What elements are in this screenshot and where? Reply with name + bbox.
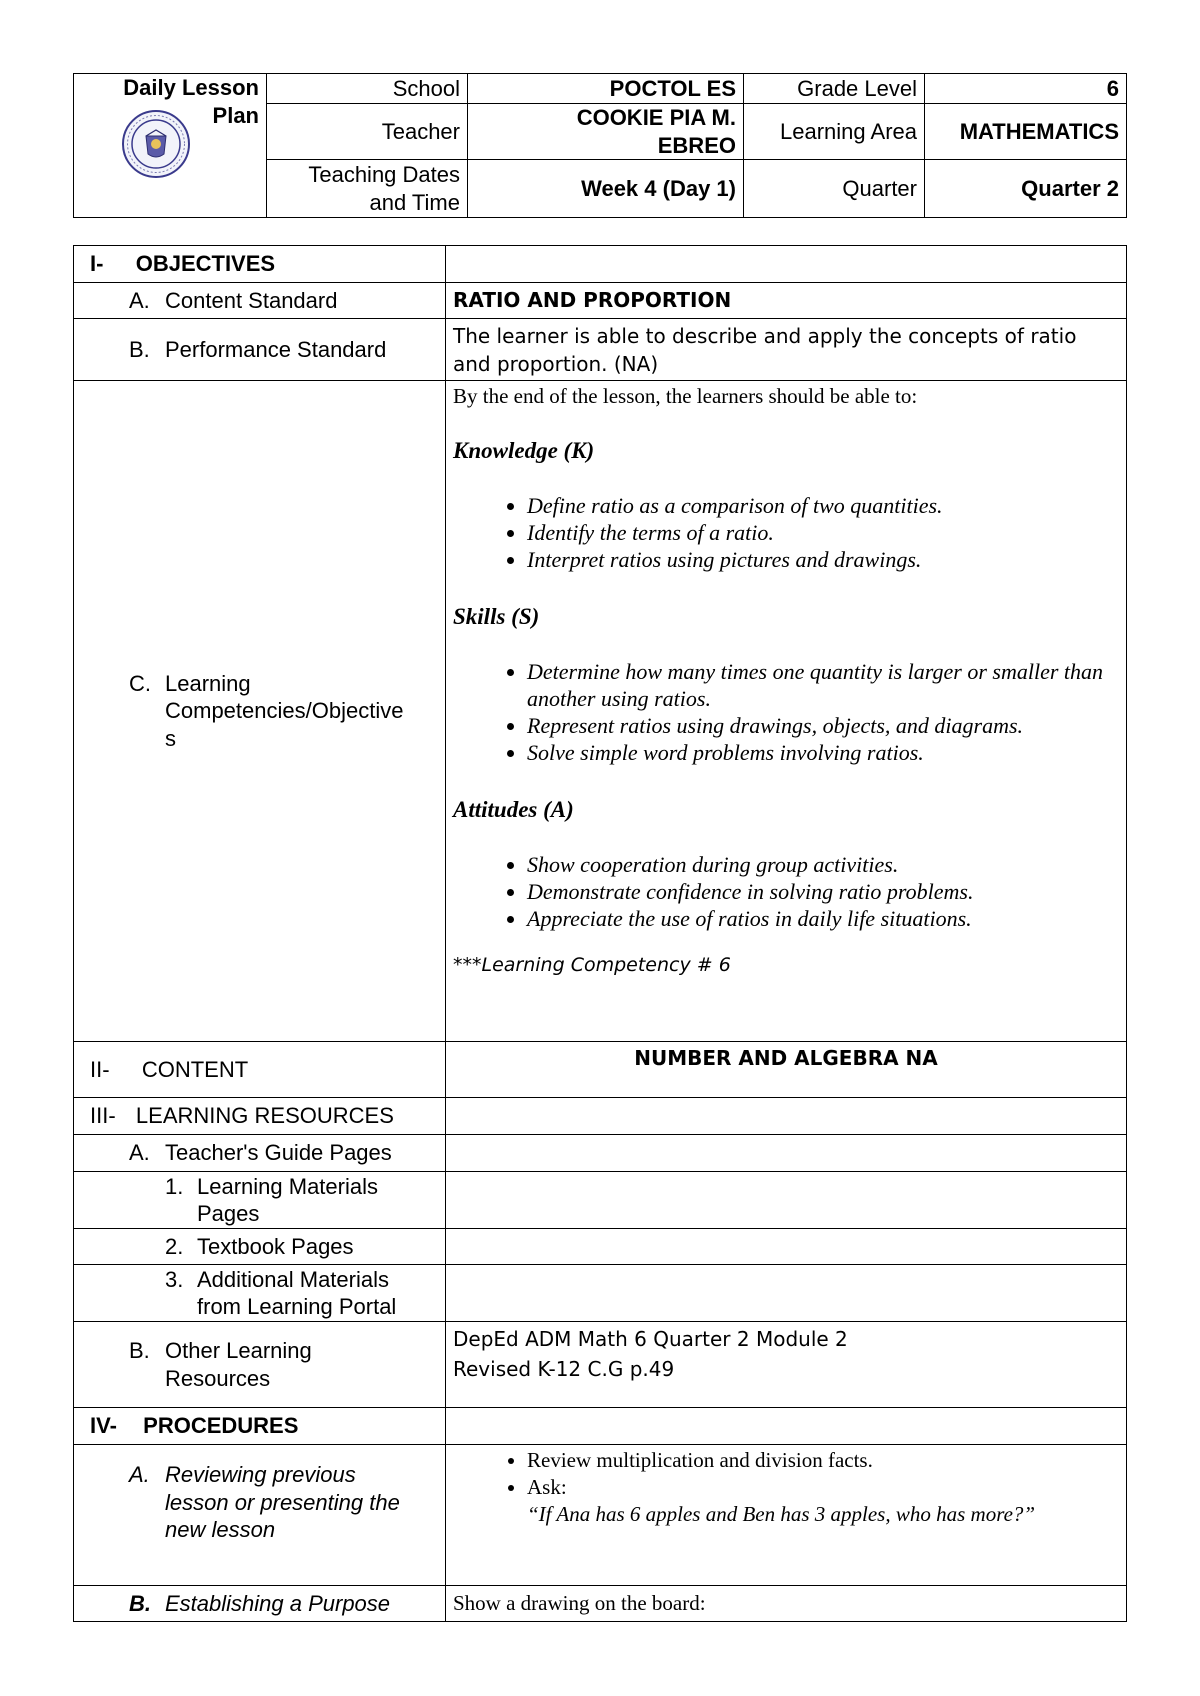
objectives-heading — [74, 246, 446, 283]
competencies-label-cell — [74, 381, 446, 1042]
header-table — [73, 73, 1127, 218]
additional-materials-label-line1: Additional Materials — [197, 1266, 389, 1292]
deped-seal-icon — [120, 108, 192, 180]
textbook-value — [446, 1229, 1127, 1265]
dates-label-line2: and Time — [369, 189, 460, 215]
dlp-title-line1: Daily Lesson — [123, 75, 259, 100]
procedures-heading-text: PROCEDURES — [143, 1413, 299, 1439]
purpose-letter: B. — [129, 1590, 151, 1616]
content-heading — [74, 1042, 446, 1098]
list-item: • Show cooperation during group activities. — [527, 851, 1119, 878]
other-resources-label-line2: Resources — [165, 1365, 271, 1391]
additional-materials-label-cell — [74, 1265, 446, 1322]
school-value: POCTOL ES — [468, 74, 744, 104]
additional-materials-label-line2: from Learning Portal — [197, 1294, 397, 1319]
list-item: • Define ratio as a comparison of two quantities. — [527, 492, 1119, 519]
objectives-intro: By the end of the lesson, the learners should be able to: — [453, 384, 918, 408]
performance-standard-label: Performance Standard — [165, 336, 387, 362]
quarter-label: Quarter — [744, 160, 925, 218]
area-label: Learning Area — [744, 104, 925, 160]
list-item — [527, 1474, 1119, 1528]
objectives-heading-text: OBJECTIVES — [135, 251, 276, 277]
procedures-heading — [74, 1408, 446, 1445]
attitudes-list — [453, 851, 1119, 932]
competencies-content — [446, 381, 1127, 1042]
area-value: MATHEMATICS — [925, 104, 1127, 160]
teachers-guide-letter: A. — [129, 1140, 150, 1166]
procedures-heading-blank — [446, 1408, 1127, 1445]
additional-materials-num: 3. — [165, 1266, 184, 1292]
content-value: NUMBER AND ALGEBRA NA — [446, 1042, 1127, 1098]
quarter-value: Quarter 2 — [925, 160, 1127, 218]
list-item: • Identify the terms of a ratio. — [527, 519, 1119, 546]
objectives-heading-blank — [446, 246, 1127, 283]
grade-label: Grade Level — [744, 74, 925, 104]
list-item: • Solve simple word problems involving ratios. — [527, 739, 1119, 766]
purpose-value: Show a drawing on the board: — [446, 1586, 1127, 1622]
competencies-label-line2: Competencies/Objective — [165, 698, 404, 724]
learning-materials-value — [446, 1172, 1127, 1229]
purpose-label: Establishing a Purpose — [165, 1590, 391, 1616]
resources-heading — [74, 1098, 446, 1135]
dates-label-line1: Teaching Dates — [308, 162, 460, 187]
attitudes-heading: Attitudes (A) — [453, 796, 574, 822]
ask-label: Ask: — [527, 1475, 567, 1499]
reviewing-list — [453, 1447, 1119, 1528]
school-label: School — [267, 74, 468, 104]
list-item: • Represent ratios using drawings, objects, and diagrams. — [527, 712, 1119, 739]
learning-materials-label-line1: Learning Materials — [197, 1173, 378, 1199]
objectives-heading-num: I- — [90, 251, 104, 277]
resources-heading-blank — [446, 1098, 1127, 1135]
procedures-heading-num: IV- — [90, 1413, 117, 1439]
textbook-num: 2. — [165, 1233, 184, 1259]
dates-value: Week 4 (Day 1) — [468, 160, 744, 218]
content-heading-num: II- — [90, 1056, 110, 1082]
reviewing-label-cell — [74, 1445, 446, 1586]
skills-list — [453, 658, 1119, 766]
other-resources-label-line1: Other Learning — [165, 1338, 312, 1363]
competencies-label-line3: s — [165, 725, 176, 751]
competencies-label-line1: Learning — [165, 670, 251, 696]
reviewing-label-line2: lesson or presenting the — [165, 1489, 400, 1515]
teacher-value — [468, 104, 744, 160]
ask-quote: “If Ana has 6 apples and Ben has 3 apples, who has more?” — [527, 1502, 1036, 1526]
additional-materials-value — [446, 1265, 1127, 1322]
content-standard-label-cell — [74, 283, 446, 319]
reviewing-letter: A. — [129, 1462, 150, 1487]
other-resources-label-cell — [74, 1322, 446, 1408]
list-item: • Interpret ratios using pictures and drawings. — [527, 546, 1119, 573]
teacher-label: Teacher — [267, 104, 468, 160]
textbook-label-cell — [74, 1229, 446, 1265]
grade-value: 6 — [925, 74, 1127, 104]
list-item: • Appreciate the use of ratios in daily life situations. — [527, 905, 1119, 932]
reviewing-label-line1: Reviewing previous — [165, 1462, 356, 1487]
reviewing-content — [446, 1445, 1127, 1586]
competencies-letter: C. — [129, 670, 151, 696]
knowledge-heading: Knowledge (K) — [453, 438, 595, 464]
content-heading-text: CONTENT — [141, 1056, 249, 1082]
content-standard-value: RATIO AND PROPORTION — [446, 283, 1127, 319]
textbook-label: Textbook Pages — [197, 1233, 354, 1259]
teachers-guide-value — [446, 1135, 1127, 1172]
other-resources-value-line2: Revised K-12 C.G p.49 — [453, 1357, 675, 1381]
performance-standard-label-cell — [74, 319, 446, 381]
teacher-value-line1: COOKIE PIA M. — [576, 105, 736, 130]
other-resources-value — [446, 1322, 1127, 1408]
learning-materials-label-cell — [74, 1172, 446, 1229]
learning-materials-label-line2: Pages — [197, 1201, 260, 1226]
knowledge-list — [453, 492, 1119, 573]
teacher-value-line2: EBREO — [657, 132, 736, 158]
performance-standard-letter: B. — [129, 336, 150, 362]
lesson-table — [73, 245, 1127, 1622]
other-resources-letter: B. — [129, 1338, 150, 1363]
resources-heading-text: LEARNING RESOURCES — [135, 1103, 394, 1129]
list-item: • Determine how many times one quantity is larger or smaller than another using ratios. — [527, 658, 1119, 712]
content-standard-letter: A. — [129, 287, 150, 313]
performance-standard-value: The learner is able to describe and apply the concepts of ratio and proportion. (NA) — [446, 319, 1127, 381]
list-item: • Demonstrate confidence in solving ratio problems. — [527, 878, 1119, 905]
teachers-guide-label-cell — [74, 1135, 446, 1172]
resources-heading-num: III- — [90, 1103, 116, 1129]
reviewing-label-line3: new lesson — [165, 1517, 276, 1542]
purpose-label-cell — [74, 1586, 446, 1622]
teachers-guide-label: Teacher's Guide Pages — [165, 1140, 392, 1166]
content-standard-label: Content Standard — [165, 287, 338, 313]
other-resources-value-line1: DepEd ADM Math 6 Quarter 2 Module 2 — [453, 1327, 848, 1351]
list-item: • Review multiplication and division facts. — [527, 1447, 1119, 1474]
skills-heading: Skills (S) — [453, 604, 540, 629]
dates-label — [267, 160, 468, 218]
learning-materials-num: 1. — [165, 1173, 184, 1199]
dlp-title-line2: Plan — [212, 102, 259, 128]
competency-note: ***Learning Competency # 6 — [453, 953, 731, 976]
